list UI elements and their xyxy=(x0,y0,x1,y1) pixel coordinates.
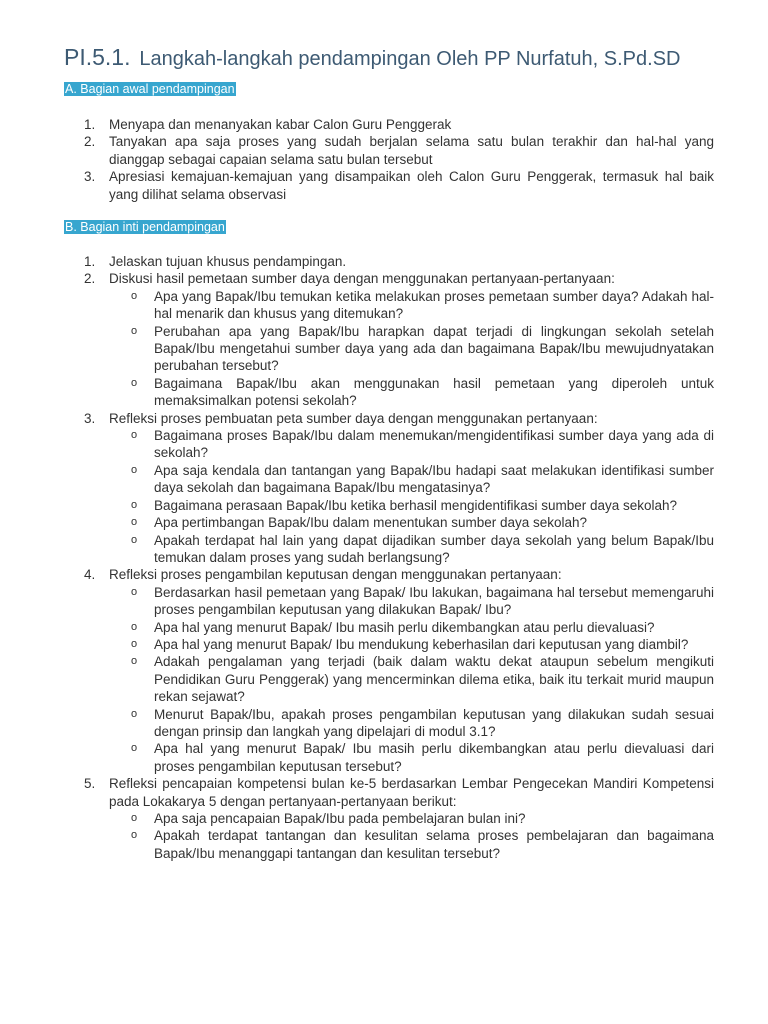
section-b-item-3 xyxy=(84,410,714,567)
section-a-list xyxy=(84,116,714,203)
list-number: 2. xyxy=(84,271,96,287)
section-b-item-2 xyxy=(84,270,714,409)
section-a-heading: A. Bagian awal pendampingan xyxy=(65,82,235,96)
sub-question: o Adakah pengalaman yang terjadi (baik dalam waktu dekat ataupun sebelum mengikuti Pendidikan Guru Penggerak) yang mencerminkan dilema etika, baik itu terkait murid maupun rekan sejawat? xyxy=(109,653,714,705)
sub-question: o Perubahan apa yang Bapak/Ibu harapkan dapat terjadi di lingkungan sekolah setelah Bapak/Ibu mengetahui sumber daya yang ada dan bagaimana Bapak/Ibu mewujudnyatakan perubahan tersebut? xyxy=(109,323,714,375)
list-number: 3. xyxy=(84,410,96,426)
list-number: 1. xyxy=(84,117,96,132)
sub-question-list xyxy=(109,427,714,566)
section-a-item-3 xyxy=(84,168,714,203)
list-number: 3. xyxy=(84,169,96,185)
sub-question: o Apa saja pencapaian Bapak/Ibu pada pembelajaran bulan ini? xyxy=(109,810,714,827)
sub-question: o Berdasarkan hasil pemetaan yang Bapak/ Ibu lakukan, bagaimana hal tersebut memengaruhi proses pengambilan keputusan yang dilakukan Bapak/ Ibu? xyxy=(109,584,714,619)
section-b-item-5 xyxy=(84,775,714,862)
section-a-item-1 xyxy=(84,116,714,133)
page-title xyxy=(64,36,680,73)
sub-question: o Apa saja kendala dan tantangan yang Bapak/Ibu hadapi saat melakukan identifikasi sumber daya sekolah dan bagaimana Bapak/Ibu mengatasinya? xyxy=(109,462,714,497)
list-number: 4. xyxy=(84,567,96,583)
title-text: Langkah-langkah pendampingan Oleh PP Nurfatuh, S.Pd.SD xyxy=(139,48,681,70)
sub-question: o Apa yang Bapak/Ibu temukan ketika melakukan proses pemetaan sumber daya? Adakah hal-hal menarik dan khusus yang ditemukan? xyxy=(109,288,714,323)
sub-question-list xyxy=(109,288,714,410)
sub-question: o Bagaimana perasaan Bapak/Ibu ketika berhasil mengidentifikasi sumber daya sekolah? xyxy=(109,497,714,514)
list-item-text: Diskusi hasil pemetaan sumber daya dengan menggunakan pertanyaan-pertanyaan: xyxy=(109,271,615,287)
sub-question-list xyxy=(109,810,714,862)
title-code: PI.5.1. xyxy=(64,44,131,70)
sub-question: o Menurut Bapak/Ibu, apakah proses pengambilan keputusan yang dilakukan sudah sesuai dengan prinsip dan langkah yang dipelajari di modul 3.1? xyxy=(109,706,714,741)
sub-question: o Apakah terdapat hal lain yang dapat dijadikan sumber daya sekolah yang belum Bapak/Ibu temukan dalam proses yang sudah berlangsung? xyxy=(109,532,714,567)
list-item-text: Menyapa dan menanyakan kabar Calon Guru Penggerak xyxy=(109,117,452,132)
list-item-text: Apresiasi kemajuan-kemajuan yang disampaikan oleh Calon Guru Penggerak, termasuk hal baik yang dilihat selama observasi xyxy=(109,169,714,202)
sub-question: o Apa pertimbangan Bapak/Ibu dalam menentukan sumber daya sekolah? xyxy=(109,514,714,531)
list-item-text: Refleksi proses pembuatan peta sumber daya dengan menggunakan pertanyaan: xyxy=(109,410,598,426)
list-item-text: Jelaskan tujuan khusus pendampingan. xyxy=(109,254,347,269)
sub-question: o Apa hal yang menurut Bapak/ Ibu masih perlu dikembangkan atau perlu dievaluasi dari proses pengambilan keputusan tersebut? xyxy=(109,740,714,775)
list-number: 2. xyxy=(84,134,96,150)
section-b-heading: B. Bagian inti pendampingan xyxy=(65,220,225,234)
list-item-text: Refleksi proses pengambilan keputusan dengan menggunakan pertanyaan: xyxy=(109,567,562,583)
sub-question: o Apa hal yang menurut Bapak/ Ibu masih perlu dikembangkan atau perlu dievaluasi? xyxy=(109,619,714,636)
section-b-list xyxy=(84,253,714,862)
sub-question: o Bagaimana Bapak/Ibu akan menggunakan hasil pemetaan yang diperoleh untuk memaksimalkan potensi sekolah? xyxy=(109,375,714,410)
sub-question: o Apakah terdapat tantangan dan kesulitan selama proses pembelajaran dan bagaimana Bapak/Ibu menanggapi tantangan dan kesulitan tersebut? xyxy=(109,827,714,862)
section-a-item-2 xyxy=(84,133,714,168)
sub-question: o Bagaimana proses Bapak/Ibu dalam menemukan/mengidentifikasi sumber daya yang ada di sekolah? xyxy=(109,427,714,462)
list-item-text: Tanyakan apa saja proses yang sudah berjalan selama satu bulan terakhir dan hal-hal yang dianggap sebagai capaian selama satu bulan tersebut xyxy=(109,134,714,167)
sub-question: o Apa hal yang menurut Bapak/ Ibu mendukung keberhasilan dari keputusan yang diambil? xyxy=(109,636,714,653)
section-b-item-1 xyxy=(84,253,714,270)
section-b-item-4 xyxy=(84,566,714,775)
sub-question-list xyxy=(109,584,714,775)
list-item-text: Refleksi pencapaian kompetensi bulan ke-5 berdasarkan Lembar Pengecekan Mandiri Kompetensi pada Lokakarya 5 dengan pertanyaan-pertanyaan berikut: xyxy=(109,776,714,809)
list-number: 5. xyxy=(84,776,96,792)
list-number: 1. xyxy=(84,254,96,269)
